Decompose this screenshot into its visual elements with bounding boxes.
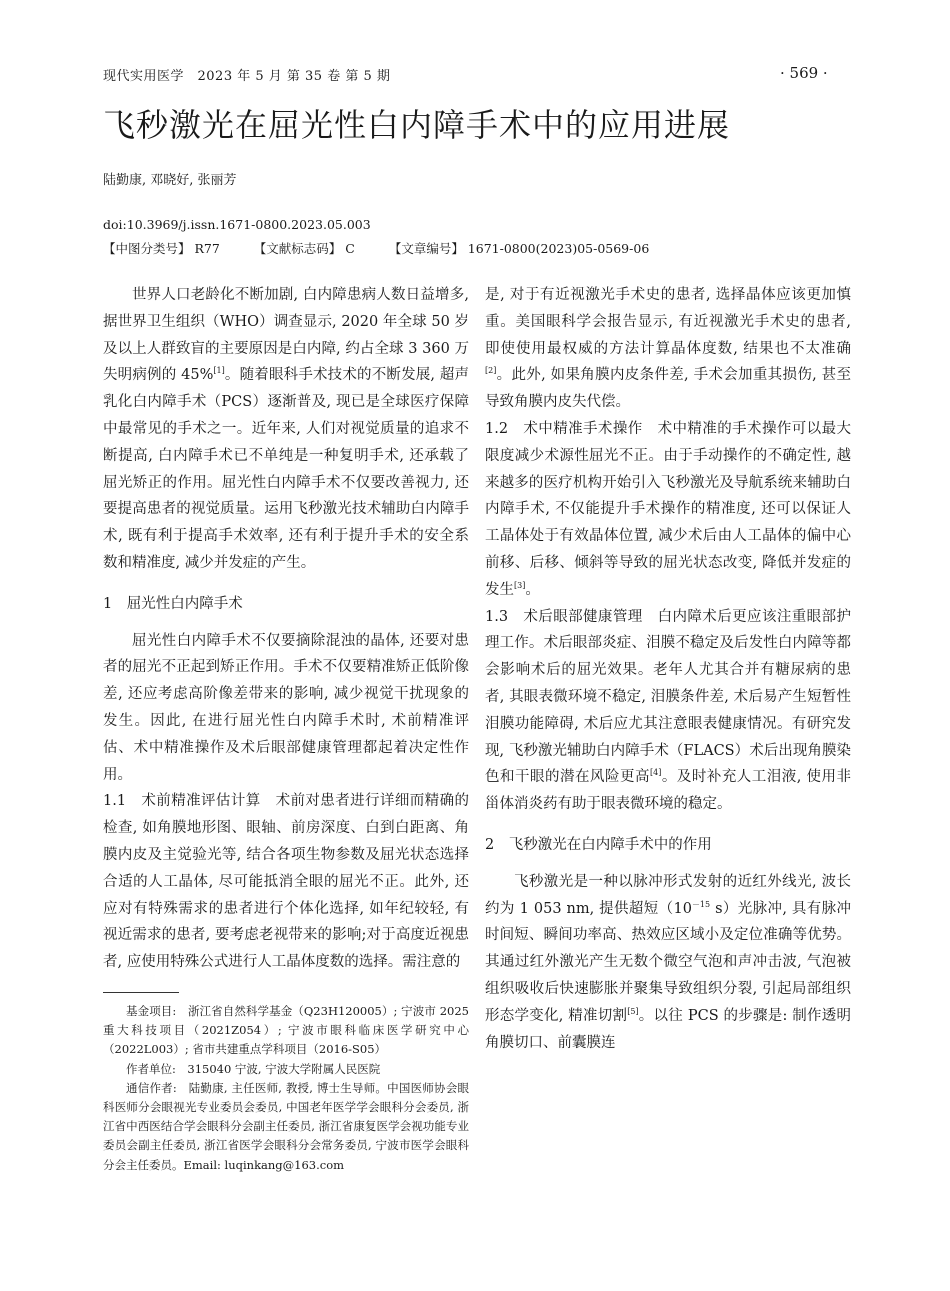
ref-3[interactable]: [3] [514,580,526,590]
corresponding-author-note: 通信作者: 陆勤康, 主任医师, 教授, 博士生导师。中国医师协会眼科医师分会眼视光专业委员会委员, 中国老年医学学会眼科分会委员, 浙江省中西医结合学会眼科分会副主任委员, 浙江省康复医学会视功能专业委员会副主任委员, 浙江省医学会眼科分会常务委员, 宁波市医学会眼科分会主任委员。Email: luqinkang@163.com [103,1080,469,1172]
right-column-text [485,282,851,1056]
funding-note: 基金项目: 浙江省自然科学基金（Q23H120005）; 宁波市 2025 重大科技项目（2021Z054）; 宁波市眼科临床医学研究中心（2022L003）; 省市共建重点学科项目（2016-S05） [103,1004,469,1057]
article-title: 飞秒激光在屈光性白内障手术中的应用进展 [103,106,731,144]
doc-code: 【文献标志码】 C [253,241,355,256]
section-1-1: 1.1 术前精准评估计算 术前对患者进行详细而精确的检查, 如角膜地形图、眼轴、前房深度、白到白距离、角膜内皮及主觉验光等, 结合各项生物参数及屈光状态选择合适的人工晶体, 尽可能抵消全眼的屈光不正。此外, 还应对有特殊需求的患者进行个体化选择, 如年纪较轻, 有视近需求的患者, 要考虑老视带来的影响;对于高度近视患者, 应使用特殊公式进行人工晶体度数的选择。需注意的 [103,793,469,971]
ref-1[interactable]: [1] [213,366,225,376]
doi: doi:10.3969/j.issn.1671-0800.2023.05.003 [103,217,371,232]
ref-5[interactable]: [5] [627,1006,639,1016]
footnotes [103,1002,469,1175]
page-number: · 569 · [780,64,828,82]
section-1-paragraph: 屈光性白内障手术不仅要摘除混浊的晶体, 还要对患者的屈光不正起到矫正作用。手术不仅要精准矫正低阶像差, 还应考虑高阶像差带来的影响, 减少视觉干扰现象的发生。因此, 在进行屈光性白内障手术时, 术前精准评估、术中精准操作及术后眼部健康管理都起着决定性作用。 [103,632,469,783]
section-1-3: 1.3 术后眼部健康管理 白内障术后更应该注重眼部护理工作。术后眼部炎症、泪膜不稳定及后发性白内障等都会影响术后的屈光效果。老年人尤其合并有糖尿病的患者, 其眼表微环境不稳定, 泪膜条件差, 术后易产生短暂性泪膜功能障碍, 术后应尤其注意眼表健康情况。有研究发现, 飞秒激光辅助白内障手术（FLACS）术后出现角膜染色和干眼的潜在风险更高[4]。及时补充人工泪液, 使用非甾体消炎药有助于眼表微环境的稳定。 [485,608,852,813]
authors: 陆勤康, 邓晓好, 张丽芳 [103,173,237,188]
article-number: 【文章编号】 1671-0800(2023)05-0569-06 [388,241,650,256]
ref-2-continued[interactable]: [2] [485,366,497,376]
exponent: －15 [691,899,711,909]
journal-header: 现代实用医学 2023 年 5 月 第 35 卷 第 5 期 [103,69,391,84]
section-1-heading: 1 屈光性白内障手术 [103,595,243,612]
footnote-divider [103,992,179,993]
section-1-1-continued: 是, 对于有近视激光手术史的患者, 选择晶体应该更加慎重。美国眼科学会报告显示, 有近视激光手术史的患者, 即使使用最权威的方法计算晶体度数, 结果也不太准确[2]。此外, 如果角膜内皮条件差, 手术会加重其损伤, 甚至导致角膜内皮失代偿。 [485,287,851,411]
classification-line [103,239,653,257]
section-1-2: 1.2 术中精准手术操作 术中精准的手术操作可以最大限度减少术源性屈光不正。由于手动操作的不确定性, 越来越多的医疗机构开始引入飞秒激光及导航系统来辅助白内障手术, 不仅能提升手术操作的精准度, 还可以保证人工晶体处于有效晶体位置, 减少术后由人工晶体的偏中心前移、后移、倾斜等导致的屈光状态改变, 降低并发症的发生[3]。 [485,420,851,598]
section-2-heading: 2 飞秒激光在白内障手术中的作用 [485,836,712,853]
section-2-paragraph: 飞秒激光是一种以脉冲形式发射的近红外线光, 波长约为 1 053 nm, 提供超短（$10^{-15}$ s）光脉冲, 具有脉冲时间短、瞬间功率高、热效应区域小及定位准确等优势。其通过红外激光产生无数个微空气泡和声冲击波, 气泡被组织吸收后快速膨胀并聚集导致组织分裂, 引起局部组织形态学变化, 精准切割[5]。以往 PCS 的步骤是: 制作透明角膜切口、前囊膜连 [485,873,852,1051]
ref-4[interactable]: [4] [649,768,662,778]
affiliation-note: 作者单位: 315040 宁波, 宁波大学附属人民医院 [126,1061,381,1076]
clc-code: 【中图分类号】 R77 [103,241,220,256]
left-column [103,282,469,976]
intro-paragraph: 世界人口老龄化不断加剧, 白内障患病人数日益增多, 据世界卫生组织（WHO）调查显示, 2020 年全球 50 岁及以上人群致盲的主要原因是白内障, 约占全球 3 360 万失明病例的 45%[1]。随着眼科手术技术的不断发展, 超声乳化白内障手术（PCS）逐渐普及, 现已是全球医疗保障中最常见的手术之一。近年来, 人们对视觉质量的追求不断提高, 白内障手术已不单纯是一种复明手术, 还承载了屈光矫正的作用。屈光性白内障手术不仅要改善视力, 还要提高患者的视觉质量。运用飞秒激光技术辅助白内障手术, 既有利于提高手术效率, 还有利于提升手术的安全系数和精准度, 减少并发症的产生。 [103,287,469,571]
